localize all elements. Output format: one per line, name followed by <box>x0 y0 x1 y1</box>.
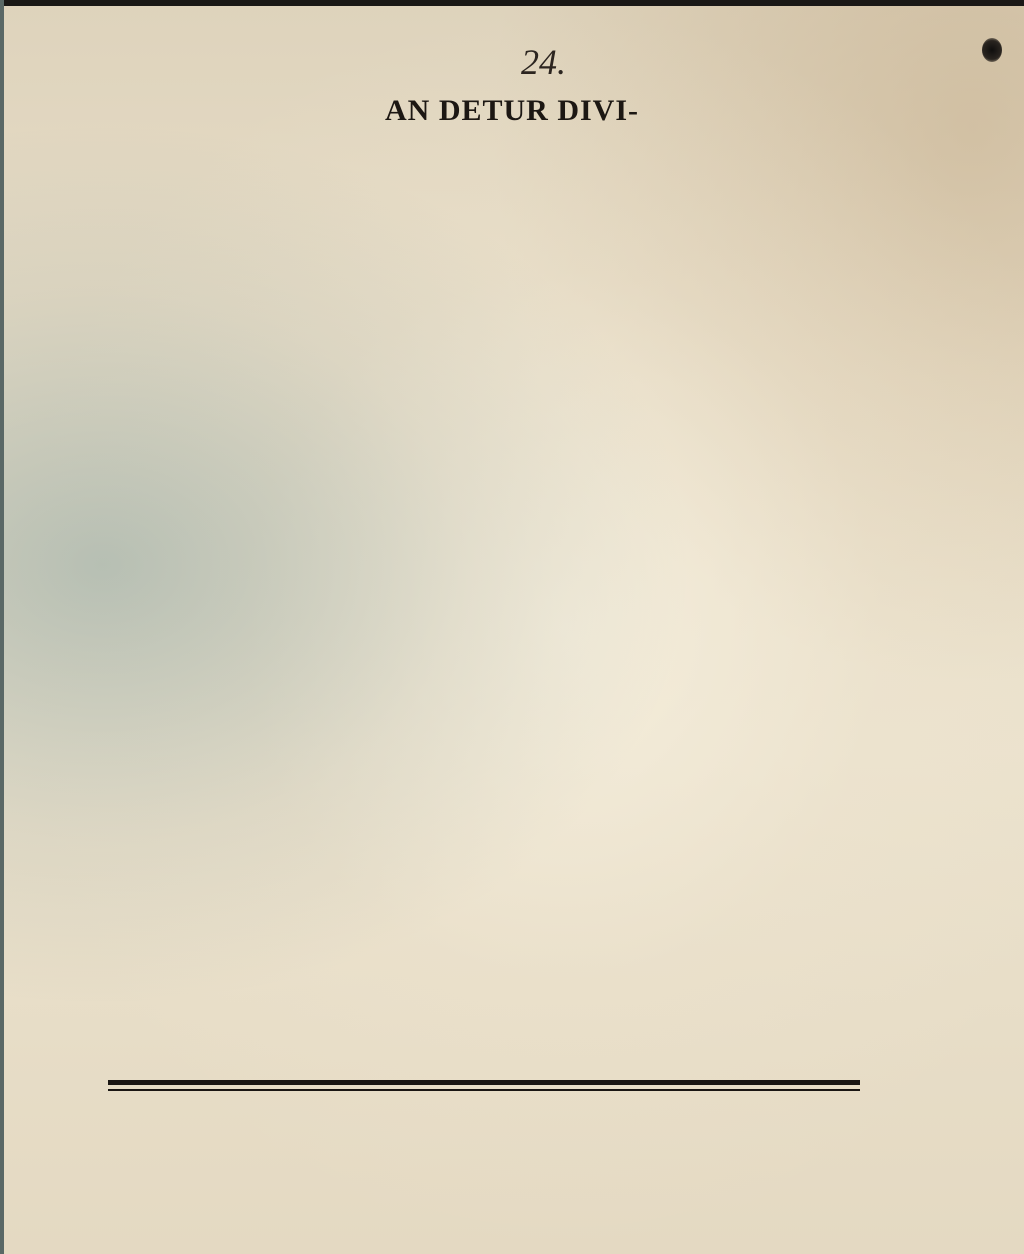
page-left-edge <box>0 0 4 1254</box>
divider-thin <box>108 1089 860 1091</box>
divider-thick <box>108 1080 860 1085</box>
handwritten-number: 24. <box>521 42 566 82</box>
main-title-line-1: AN DETUR DIVI- <box>384 94 639 127</box>
subject-line <box>0 44 1024 80</box>
page-top-edge <box>0 0 1024 6</box>
